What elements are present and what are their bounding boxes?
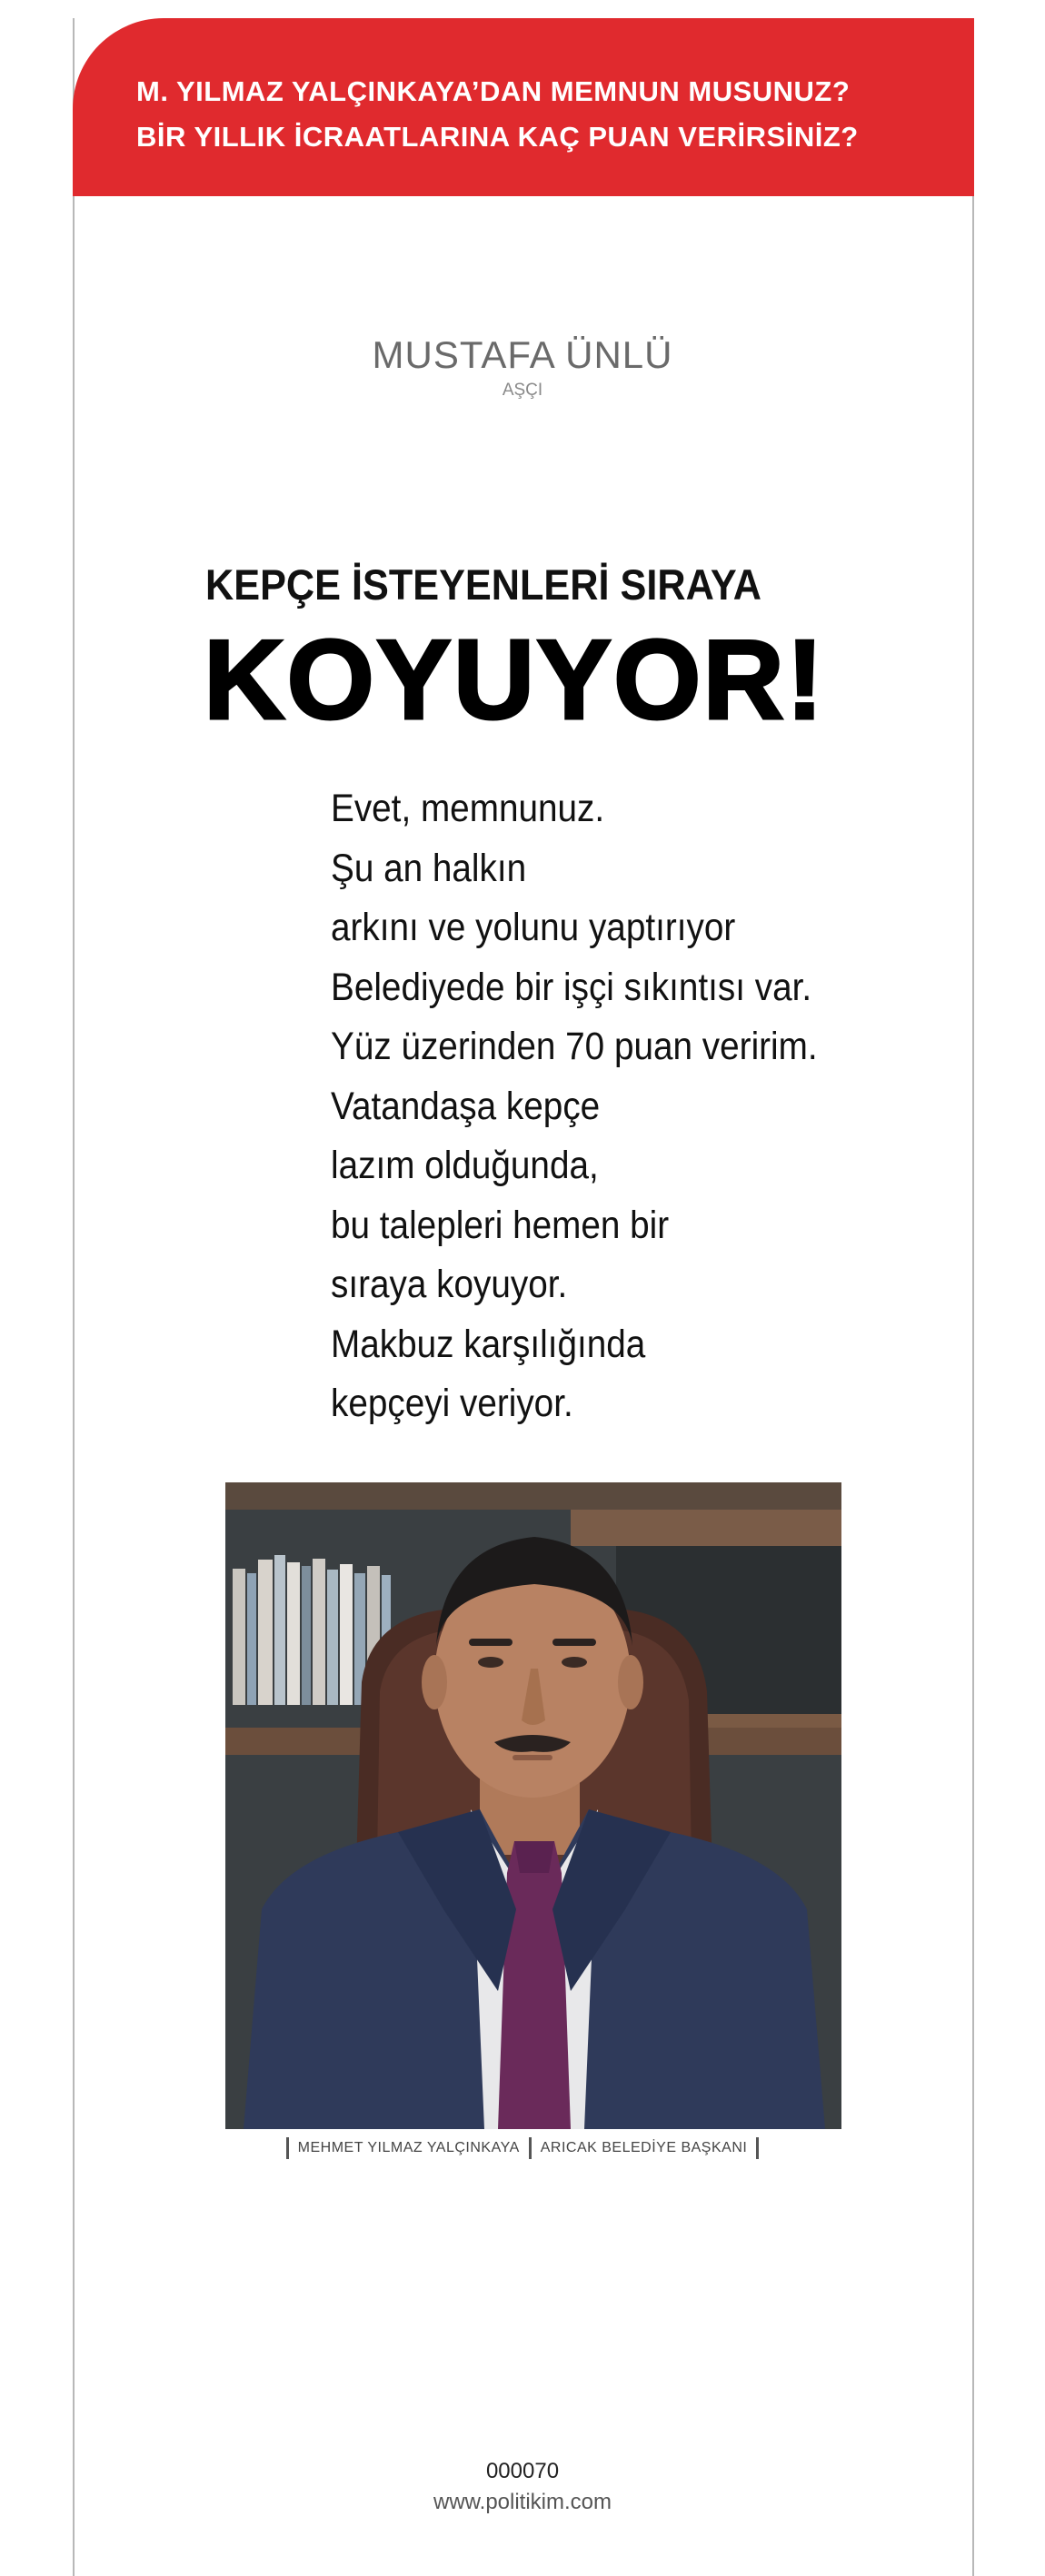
caption-divider bbox=[286, 2137, 289, 2159]
body-line: lazım olduğunda, bbox=[331, 1144, 599, 1187]
website-url: www.politikim.com bbox=[433, 2490, 612, 2514]
caption-divider bbox=[756, 2137, 759, 2159]
body-line: bu talepleri hemen bir bbox=[331, 1203, 670, 1247]
body-line: Vatandaşa kepçe bbox=[331, 1084, 601, 1128]
body-line: kepçeyi veriyor. bbox=[331, 1382, 573, 1425]
author-block bbox=[0, 332, 1045, 401]
body-text bbox=[331, 779, 903, 1434]
author-role: AŞÇI bbox=[502, 381, 543, 400]
footer bbox=[0, 2456, 1045, 2518]
author-name: MUSTAFA ÜNLÜ bbox=[372, 333, 673, 376]
header-question-line-1: M. YILMAZ YALÇINKAYA’DAN MEMNUN MUSUNUZ? bbox=[136, 75, 851, 107]
headline-small: KEPÇE İSTEYENLERİ SIRAYA bbox=[205, 560, 761, 609]
body-line: Makbuz karşılığında bbox=[331, 1322, 646, 1366]
caption-name: MEHMET YILMAZ YALÇINKAYA bbox=[297, 2140, 520, 2155]
body-line: sıraya koyuyor. bbox=[331, 1263, 568, 1306]
portrait-photo bbox=[225, 1482, 841, 2129]
body-line: arkını ve yolunu yaptırıyor bbox=[331, 906, 736, 949]
body-line: Evet, memnunuz. bbox=[331, 787, 605, 830]
header-question-line-2: BİR YILLIK İCRAATLARINA KAÇ PUAN VERİRSİNİZ? bbox=[136, 121, 859, 153]
header-banner bbox=[73, 18, 974, 196]
body-line: Yüz üzerinden 70 puan veririm. bbox=[331, 1025, 818, 1068]
page-number: 000070 bbox=[485, 2459, 560, 2483]
body-line: Belediyede bir işçi sıkıntısı var. bbox=[331, 965, 812, 1009]
photo-caption bbox=[0, 2135, 1045, 2162]
caption-title: ARICAK BELEDİYE BAŞKANI bbox=[540, 2140, 748, 2155]
caption-divider bbox=[529, 2137, 532, 2159]
headline-big: KOYUYOR! bbox=[204, 618, 826, 743]
body-line: Şu an halkın bbox=[331, 846, 527, 890]
